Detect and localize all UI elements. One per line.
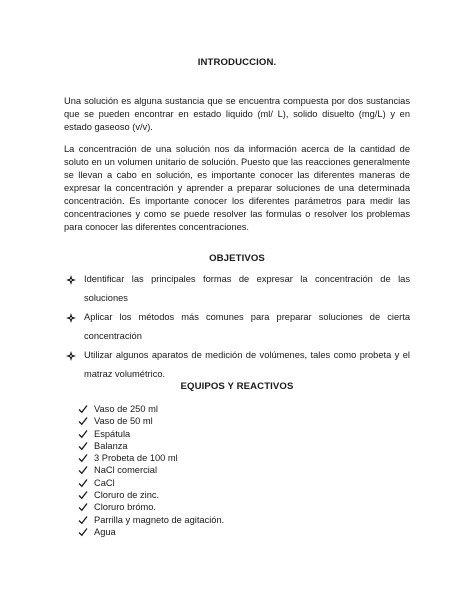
objetivos-list-item	[64, 308, 410, 346]
objetivos-item-text: Utilizar algunos aparatos de medición de volúmenes, tales como probeta y el matraz volumétrico.	[84, 350, 410, 379]
equipos-item-text: Vaso de 50 ml	[94, 416, 153, 427]
checkmark-icon	[78, 527, 88, 537]
diamond-bullet-icon	[66, 308, 78, 327]
equipos-item-text: Parrilla y magneto de agitación.	[94, 514, 225, 525]
equipos-list-item	[78, 477, 224, 489]
equipos-list-item	[78, 489, 224, 501]
equipos-item-text: CaCl	[94, 477, 115, 488]
checkmark-icon	[78, 490, 88, 500]
equipos-item-text: Cloruro de zinc.	[94, 490, 160, 501]
diamond-bullet-icon	[66, 346, 78, 365]
objetivos-item-text: Aplicar los métodos más comunes para preparar soluciones de cierta concentración	[84, 312, 410, 341]
objetivos-list	[64, 270, 410, 384]
checkmark-icon	[78, 429, 88, 439]
objetivos-list-item	[64, 346, 410, 384]
intro-paragraph-1: Una solución es alguna sustancia que se encuentra compuesta por dos sustancias que se pueden encontrar en estado liquido (ml/ L), solido disuelto (mg/L) y en estado gaseoso (v/v).	[64, 96, 410, 132]
equipos-list-item	[78, 514, 224, 526]
equipos-list-item	[78, 501, 224, 513]
equipos-list-item	[78, 526, 224, 538]
checkmark-icon	[78, 453, 88, 463]
equipos-list-item	[78, 452, 224, 464]
intro-heading: INTRODUCCION.	[197, 57, 277, 68]
equipos-list	[78, 403, 224, 538]
intro-paragraph-2: La concentración de una solución nos da información acerca de la cantidad de soluto en un volumen unitario de solución. Puesto que las reacciones generalmente se llevan a cabo en solución, es importante conocer las diferentes maneras de expresar la concentración y aprender a preparar soluciones de una determinada concentración. Es importante conocer los diferentes parámetros para medir las concentraciones y como se puede resolver las formulas o resolver los problemas para conocer las diferentes concentraciones.	[64, 144, 410, 232]
equipos-item-text: Vaso de 250 ml	[94, 404, 158, 414]
equipos-item-text: Agua	[94, 526, 116, 537]
equipos-list-item	[78, 403, 224, 415]
checkmark-icon	[78, 502, 88, 512]
equipos-heading: EQUIPOS Y REACTIVOS	[180, 381, 294, 392]
checkmark-icon	[78, 404, 88, 414]
equipos-item-text: Balanza	[94, 440, 128, 451]
checkmark-icon	[78, 478, 88, 488]
equipos-item-text: NaCl comercial	[94, 465, 158, 476]
objetivos-item-text: Identificar las principales formas de expresar la concentración de las soluciones	[84, 274, 410, 303]
checkmark-icon	[78, 416, 88, 426]
equipos-item-text: 3 Probeta de 100 ml	[94, 453, 178, 464]
checkmark-icon	[78, 441, 88, 451]
checkmark-icon	[78, 515, 88, 525]
equipos-list-item	[78, 415, 224, 427]
equipos-item-text: Cloruro brómo.	[94, 502, 157, 513]
equipos-list-item	[78, 464, 224, 476]
equipos-item-text: Espátula	[94, 428, 131, 439]
equipos-list-item	[78, 428, 224, 440]
checkmark-icon	[78, 465, 88, 475]
diamond-bullet-icon	[66, 270, 78, 289]
equipos-list-item	[78, 440, 224, 452]
objetivos-list-item	[64, 270, 410, 308]
objetivos-heading: OBJETIVOS	[209, 253, 265, 264]
